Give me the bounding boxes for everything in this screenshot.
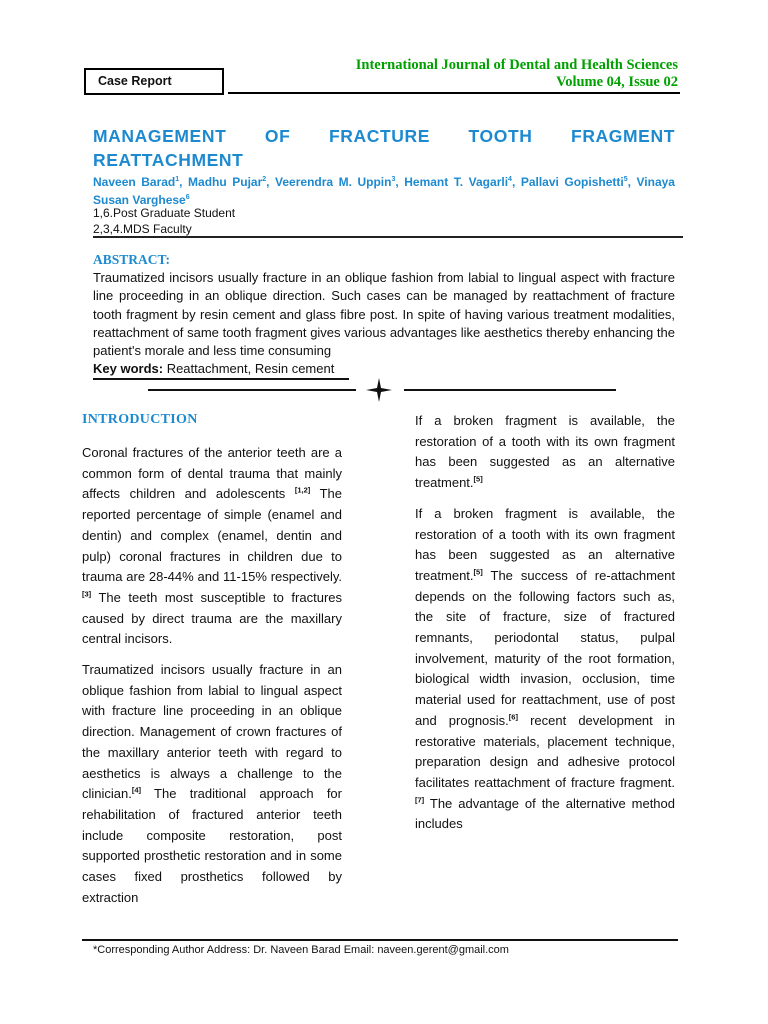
four-point-star-icon [366, 378, 392, 402]
paragraph-text: The traditional approach for rehabilitation of fractured anterior teeth include composite restoration, post supported prosthetic restoration and in some cases fixed prosthetics followed by extraction [82, 786, 342, 905]
author-separator: , [627, 175, 637, 189]
left-column [82, 443, 342, 918]
citation-reference: [4] [131, 785, 142, 795]
paragraph-text: The success of re-attachment depends on the following factors such as, the site of fracture, size of fractured remnants, periodontal status, pulpal involvement, maturity of the root formation, biological width invasion, occlusion, time material used for reattachment, use of post and prognosis. [415, 567, 675, 728]
paragraph-text: The reported percentage of simple (enamel and dentin) and complex (enamel, dentin and pulp) coronal fractures in children due to trauma are 28-44% and 11-15% respectively. [82, 486, 342, 585]
body-paragraph [415, 504, 675, 835]
affiliation-rule [93, 236, 683, 238]
author-affiliation-number: 3 [391, 176, 396, 183]
author-name: Madhu Pujar [188, 175, 263, 189]
paragraph-text: recent development in restorative materials, placement technique, preparation design and adhesive protocol facilitates reattachment of fracture fragment. [415, 712, 676, 790]
article-title: MANAGEMENT OF FRACTURE TOOTH FRAGMENT REATTACHMENT [93, 126, 675, 170]
author-separator: , [511, 175, 521, 189]
separator-line-right [404, 389, 616, 391]
separator-line-left [148, 389, 356, 391]
journal-volume: Volume 04, Issue 02 [556, 74, 678, 90]
paragraph-text: If a broken fragment is available, the restoration of a tooth with its own fragment has been suggested as an alternative treatment. [415, 413, 675, 491]
paragraph-text: If a broken fragment is available, the restoration of a tooth with its own fragment has been suggested as an alternative treatment. [415, 505, 675, 583]
citation-reference: [7] [415, 795, 425, 805]
author-name: Hemant T. Vagarli [404, 175, 509, 189]
journal-name: International Journal of Dental and Health Sciences [355, 57, 678, 73]
keywords-rule [93, 378, 349, 380]
author-list [93, 172, 675, 208]
author-affiliation-number: 5 [623, 176, 628, 183]
keywords-value: Reattachment, Resin cement [163, 361, 335, 376]
paragraph-text: Coronal fractures of the anterior teeth are a common form of dental trauma that mainly affects children and adolescents [82, 445, 342, 502]
author-name: Pallavi Gopishetti [520, 175, 624, 189]
body-paragraph [82, 660, 342, 908]
author-affiliation-number: 6 [185, 194, 190, 201]
citation-reference: [5] [473, 474, 483, 484]
abstract-heading: ABSTRACT: [93, 252, 171, 267]
author-name: Naveen Barad [93, 175, 176, 189]
author-separator: , [266, 175, 276, 189]
citation-reference: [1,2] [294, 486, 311, 496]
journal-header [356, 57, 678, 91]
introduction-heading: INTRODUCTION [82, 412, 198, 427]
citation-reference: [6] [508, 712, 518, 722]
right-column [415, 411, 675, 845]
header-rule [228, 92, 680, 94]
footnote-rule [82, 939, 678, 941]
affiliation-line: 1,6.Post Graduate Student [93, 206, 236, 220]
author-separator: , [395, 175, 405, 189]
keywords-label: Key words: [93, 361, 164, 376]
keywords [93, 360, 334, 377]
author-name: Vinaya Susan Varghese [93, 175, 675, 207]
paragraph-text: The advantage of the alternative method includes [415, 795, 675, 832]
abstract-text: Traumatized incisors usually fracture in an oblique fashion from labial to lingual aspect with fracture line proceeding in an oblique direction. Such cases can be managed by reattachment of fracture tooth fragment by resin cement and glass fibre post. In spite of having various treatment modalities, reattachment of same tooth fragment gives various advantages like aesthetics thereby enhancing the patient's morale and less time consuming [93, 270, 675, 359]
corresponding-author-footnote: *Corresponding Author Address: Dr. Naveen Barad Email: naveen.gerent@gmail.com [93, 944, 509, 956]
article-type-box [84, 68, 224, 95]
affiliation-line: 2,3,4.MDS Faculty [93, 222, 192, 236]
author-name: Veerendra M. Uppin [275, 175, 392, 189]
author-separator: , [179, 175, 189, 189]
author-affiliation-number: 4 [508, 176, 512, 183]
author-affiliation-number: 2 [262, 176, 267, 183]
article-type-label: Case Report [98, 74, 172, 88]
citation-reference: [3] [82, 589, 92, 599]
affiliations [93, 205, 235, 237]
author-affiliation-number: 1 [175, 176, 180, 183]
citation-reference: [5] [473, 567, 483, 577]
paragraph-text: Traumatized incisors usually fracture in an oblique fashion from labial to lingual aspect with fracture line proceeding in an oblique direction. Management of crown fractures of the maxillary anterior teeth with regard to aesthetics is always a challenge to the clinician. [82, 662, 342, 802]
body-paragraph [415, 411, 675, 494]
body-paragraph [82, 443, 342, 650]
paragraph-text: The teeth most susceptible to fractures caused by direct trauma are the maxillary central incisors. [82, 589, 342, 647]
